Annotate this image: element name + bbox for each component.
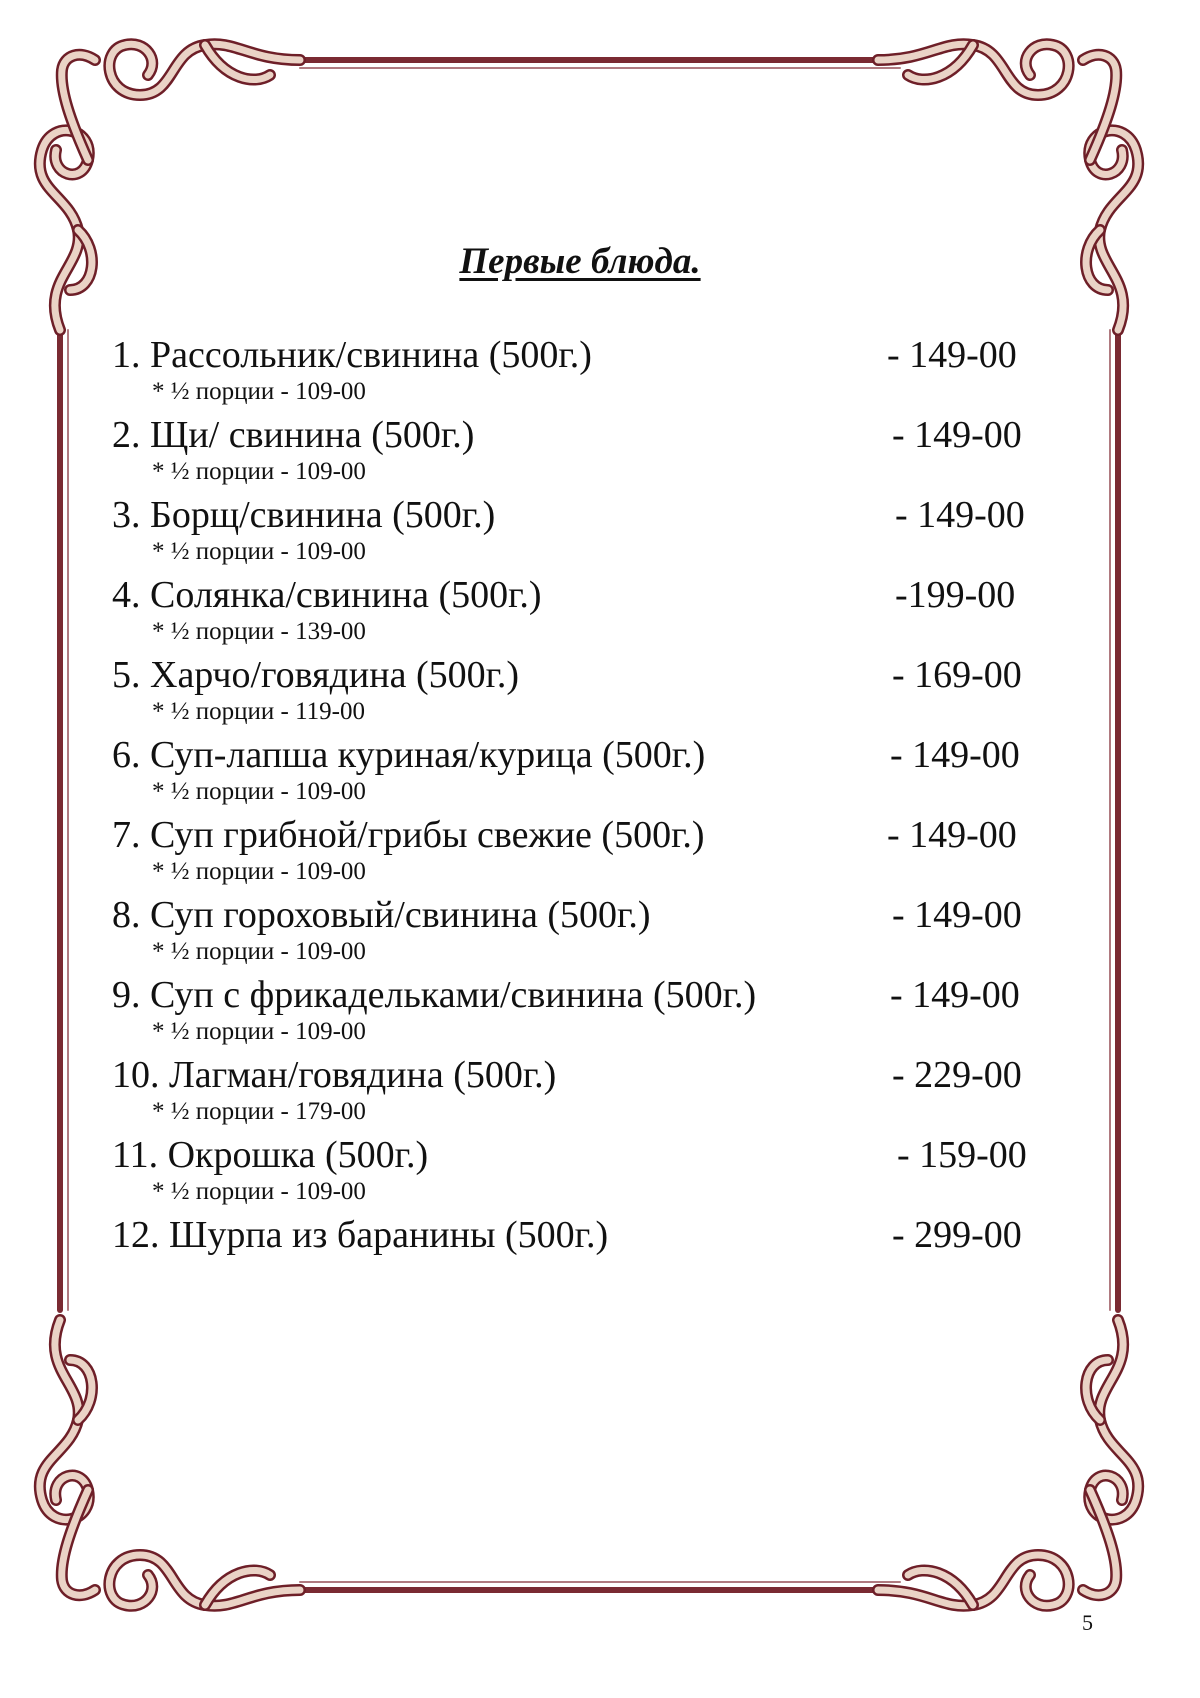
half-portion-price: * ½ порции - 179-00 (152, 1098, 366, 1125)
menu-item (112, 813, 1052, 893)
page-title: Первые блюда. (459, 241, 701, 282)
dish-name: 11. Окрошка (500г.) (112, 1134, 429, 1176)
corner-ornament-bottom-right (878, 1320, 1138, 1606)
dish-name: 6. Суп-лапша куриная/курица (500г.) (112, 734, 706, 776)
menu-item (112, 1213, 1052, 1263)
dish-price: - 149-00 (890, 734, 1020, 776)
menu-list (112, 333, 1052, 1263)
menu-item (112, 973, 1052, 1053)
corner-ornament-bottom-left (40, 1320, 300, 1606)
menu-item (112, 1053, 1052, 1133)
page-number: 5 (1082, 1610, 1093, 1635)
menu-item (112, 653, 1052, 733)
dish-price: - 149-00 (887, 334, 1017, 376)
dish-name: 12. Шурпа из баранины (500г.) (112, 1214, 609, 1256)
half-portion-price: * ½ порции - 119-00 (152, 698, 365, 725)
dish-name: 4. Солянка/свинина (500г.) (112, 574, 542, 616)
dish-price: - 149-00 (890, 974, 1020, 1016)
dish-price: - 299-00 (892, 1214, 1022, 1256)
dish-name: 3. Борщ/свинина (500г.) (112, 494, 496, 536)
dish-price: - 149-00 (895, 494, 1025, 536)
menu-item (112, 893, 1052, 973)
dish-price: -199-00 (895, 574, 1016, 616)
menu-item (112, 493, 1052, 573)
dish-name: 5. Харчо/говядина (500г.) (112, 654, 520, 696)
menu-item (112, 413, 1052, 493)
half-portion-price: * ½ порции - 109-00 (152, 858, 366, 885)
half-portion-price: * ½ порции - 109-00 (152, 1178, 366, 1205)
dish-name: 9. Суп с фрикадельками/свинина (500г.) (112, 974, 757, 1016)
half-portion-price: * ½ порции - 109-00 (152, 1018, 366, 1045)
half-portion-price: * ½ порции - 109-00 (152, 778, 366, 805)
dish-price: - 159-00 (897, 1134, 1027, 1176)
dish-price: - 149-00 (892, 894, 1022, 936)
dish-name: 10. Лагман/говядина (500г.) (112, 1054, 557, 1096)
dish-price: - 229-00 (892, 1054, 1022, 1096)
half-portion-price: * ½ порции - 109-00 (152, 938, 366, 965)
corner-ornament-top-left (40, 44, 300, 330)
half-portion-price: * ½ порции - 109-00 (152, 538, 366, 565)
dish-name: 2. Щи/ свинина (500г.) (112, 414, 475, 456)
corner-ornament-top-right (878, 44, 1138, 330)
dish-name: 7. Суп грибной/грибы свежие (500г.) (112, 814, 705, 856)
half-portion-price: * ½ порции - 109-00 (152, 458, 366, 485)
dish-price: - 169-00 (892, 654, 1022, 696)
menu-item (112, 333, 1052, 413)
dish-price: - 149-00 (892, 414, 1022, 456)
half-portion-price: * ½ порции - 139-00 (152, 618, 366, 645)
dish-name: 1. Рассольник/свинина (500г.) (112, 334, 592, 376)
menu-item (112, 733, 1052, 813)
dish-name: 8. Суп гороховый/свинина (500г.) (112, 894, 651, 936)
menu-item (112, 573, 1052, 653)
dish-price: - 149-00 (887, 814, 1017, 856)
half-portion-price: * ½ порции - 109-00 (152, 378, 366, 405)
menu-item (112, 1133, 1052, 1213)
